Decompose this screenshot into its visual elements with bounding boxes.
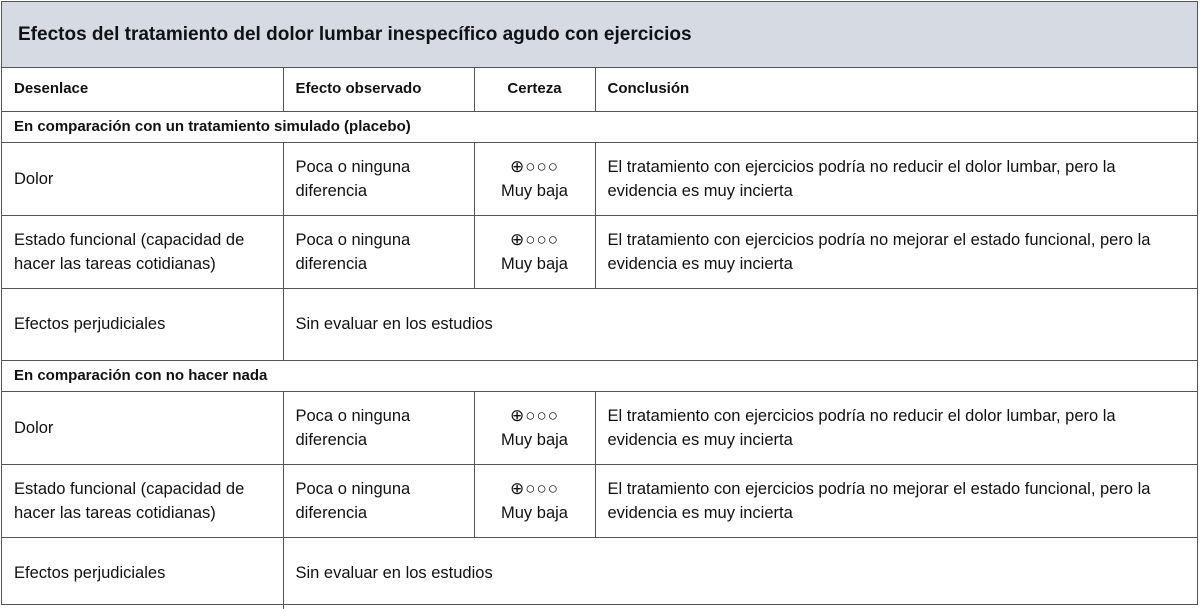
effect-cell: Poca o ninguna diferencia [283, 142, 474, 215]
header-conclusion: Conclusión [595, 68, 1197, 111]
certainty-cell [474, 215, 595, 288]
header-certainty: Certeza [474, 68, 595, 111]
certainty-rating-icon: ⊕○○○ [509, 405, 560, 425]
evidence-table [2, 68, 1197, 609]
section-row [2, 111, 1197, 142]
table-row [2, 537, 1197, 609]
table-row [2, 464, 1197, 537]
section-row [2, 360, 1197, 391]
effect-cell: Poca o ninguna diferencia [283, 215, 474, 288]
harms-note-cell: Sin evaluar en los estudios [283, 537, 1197, 609]
outcome-cell: Estado funcional (capacidad de hacer las tareas cotidianas) [2, 464, 283, 537]
title-bar [2, 2, 1197, 68]
certainty-rating-icon: ⊕○○○ [509, 478, 560, 498]
certainty-label: Muy baja [501, 181, 568, 200]
certainty-rating-icon: ⊕○○○ [509, 156, 560, 176]
outcome-cell: Efectos perjudiciales [2, 288, 283, 360]
conclusion-cell: El tratamiento con ejercicios podría no reducir el dolor lumbar, pero la evidencia es muy incierta [595, 142, 1197, 215]
certainty-label: Muy baja [501, 254, 568, 273]
table-row [2, 391, 1197, 464]
table-row [2, 288, 1197, 360]
certainty-cell [474, 391, 595, 464]
section-label: En comparación con no hacer nada [2, 360, 1197, 391]
certainty-rating-icon: ⊕○○○ [509, 229, 560, 249]
table-row [2, 142, 1197, 215]
outcome-cell: Estado funcional (capacidad de hacer las tareas cotidianas) [2, 215, 283, 288]
certainty-cell [474, 464, 595, 537]
table-row [2, 215, 1197, 288]
outcome-cell: Dolor [2, 391, 283, 464]
outcome-cell: Efectos perjudiciales [2, 537, 283, 609]
header-effect: Efecto observado [283, 68, 474, 111]
conclusion-cell: El tratamiento con ejercicios podría no reducir el dolor lumbar, pero la evidencia es muy incierta [595, 391, 1197, 464]
evidence-summary-table-container [1, 1, 1198, 605]
header-row [2, 68, 1197, 111]
certainty-cell [474, 142, 595, 215]
certainty-label: Muy baja [501, 503, 568, 522]
certainty-label: Muy baja [501, 430, 568, 449]
conclusion-cell: El tratamiento con ejercicios podría no mejorar el estado funcional, pero la evidencia es muy incierta [595, 215, 1197, 288]
effect-cell: Poca o ninguna diferencia [283, 391, 474, 464]
outcome-cell: Dolor [2, 142, 283, 215]
harms-note-cell: Sin evaluar en los estudios [283, 288, 1197, 360]
header-outcome: Desenlace [2, 68, 283, 111]
effect-cell: Poca o ninguna diferencia [283, 464, 474, 537]
conclusion-cell: El tratamiento con ejercicios podría no mejorar el estado funcional, pero la evidencia es muy incierta [595, 464, 1197, 537]
table-title: Efectos del tratamiento del dolor lumbar inespecífico agudo con ejercicios [18, 23, 692, 45]
section-label: En comparación con un tratamiento simulado (placebo) [2, 111, 1197, 142]
